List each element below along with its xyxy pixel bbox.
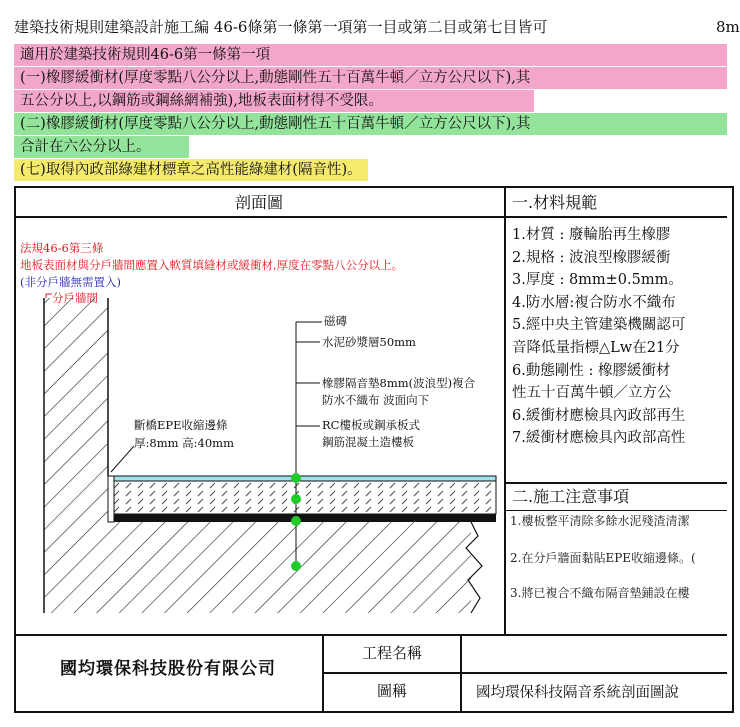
spec-item: 6.動態剛性 : 橡膠緩衝材 xyxy=(512,362,671,379)
spec-title: 一.材料規範 xyxy=(512,193,598,212)
divider-footer-top xyxy=(14,634,727,636)
spec-item: 4.防水層:複合防水不織布 xyxy=(512,294,676,311)
drawing-value: 國均環保科技隔音系統剖面圖說 xyxy=(476,685,679,701)
title-trailing: 8m xyxy=(716,18,740,36)
mortar-layer xyxy=(114,481,496,514)
spec-item: 1.材質 : 廢輪胎再生橡膠 xyxy=(512,227,671,243)
note-item: 3.將已複合不織布隔音墊鋪設在樓 xyxy=(510,586,690,600)
non-wall-note: (非分戶牆無需置入) xyxy=(20,275,121,289)
layer-label-slab-2: 鋼筋混凝土造樓板 xyxy=(322,435,414,449)
notes-title: 二.施工注意事項 xyxy=(512,487,630,506)
highlight-line-4-wrap xyxy=(14,159,727,181)
highlight-line-2a: (一)橡膠緩衝材(厚度零點八公分以上,動態剛性五十百萬牛頓／立方公尺以下),其 xyxy=(14,67,727,89)
title-text: 建築技術規則建築設計施工編 46-6條第一條第一項第一目或第二目或第七目皆可 xyxy=(14,18,548,36)
epe-label-2: 厚:8mm 高:40mm xyxy=(134,436,234,450)
spec-item: 音降低量指標△Lw在21分 xyxy=(512,340,680,356)
concrete-wall-slab xyxy=(44,298,482,613)
layer-label-slab-1: RC樓板或鋼承板式 xyxy=(322,418,420,432)
highlight-line-3b: 合計在六公分以上。 xyxy=(14,136,189,158)
marker-tile xyxy=(291,473,301,483)
regulation-text: 地板表面材與分戶牆間應置入軟質填縫材或緩衝材,厚度在零點八公分以上。 xyxy=(20,258,404,272)
company-name: 國均環保科技股份有限公司 xyxy=(60,659,276,679)
cross-section-drawing xyxy=(16,218,504,634)
marker-rubber xyxy=(291,516,301,526)
note-item: 2.在分戶牆面黏貼EPE收縮邊條。( xyxy=(510,551,696,565)
drawing-label: 圖稱 xyxy=(376,682,407,700)
epe-label-1: 斷橋EPE收縮邊條 xyxy=(134,418,228,432)
epe-edge-strip xyxy=(108,476,114,522)
divider-notes-title xyxy=(504,510,727,511)
regulation-title: 法規46-6第三條 xyxy=(20,241,104,255)
rubber-pad-layer xyxy=(114,514,496,522)
spec-item: 7.緩衝材應檢具內政部高性 xyxy=(512,430,686,447)
highlight-line-3a: (二)橡膠緩衝材(厚度零點八公分以上,動態剛性五十百萬牛頓／立方公尺以下),其 xyxy=(14,113,727,135)
marker-mortar xyxy=(291,494,301,504)
layer-label-rubber-2: 防水不織布 波面向下 xyxy=(322,393,430,407)
spec-item: 性五十百萬牛頓／立方公 xyxy=(512,385,672,402)
divider-vertical xyxy=(504,186,506,636)
spec-item: 2.規格 : 波浪型橡膠緩衝 xyxy=(512,249,671,266)
tile-layer xyxy=(114,476,496,481)
note-item: 1.樓板整平清除多餘水泥殘渣清潔 xyxy=(510,514,690,528)
spec-item: 6.緩衝材應檢具內政部再生 xyxy=(512,407,686,424)
spec-item: 3.厚度 : 8mm±0.5mm。 xyxy=(512,272,683,289)
spec-item: 5.經中央主管建築機關認可 xyxy=(512,317,686,334)
layer-label-rubber-1: 橡膠隔音墊8mm(波浪型)複合 xyxy=(322,376,476,390)
layer-label-mortar: 水泥砂漿層50mm xyxy=(322,335,416,349)
highlight-line-1: 適用於建築技術規則46-6第一條第一項 xyxy=(14,44,727,66)
project-label: 工程名稱 xyxy=(361,644,422,662)
divider-footer-mid xyxy=(322,672,727,674)
project-value xyxy=(466,640,726,666)
epe-leader xyxy=(111,446,134,472)
highlight-line-4: (七)取得內政部綠建材標章之高性能綠建材(隔音性)。 xyxy=(14,159,368,181)
section-title: 剖面圖 xyxy=(234,193,283,212)
highlight-line-2b: 五公分以上,以鋼筋或鋼絲網補強),地板表面材得不受限。 xyxy=(14,90,534,112)
floor-layers xyxy=(114,476,496,522)
marker-slab xyxy=(291,561,301,571)
layer-label-tile: 磁磚 xyxy=(324,314,347,328)
